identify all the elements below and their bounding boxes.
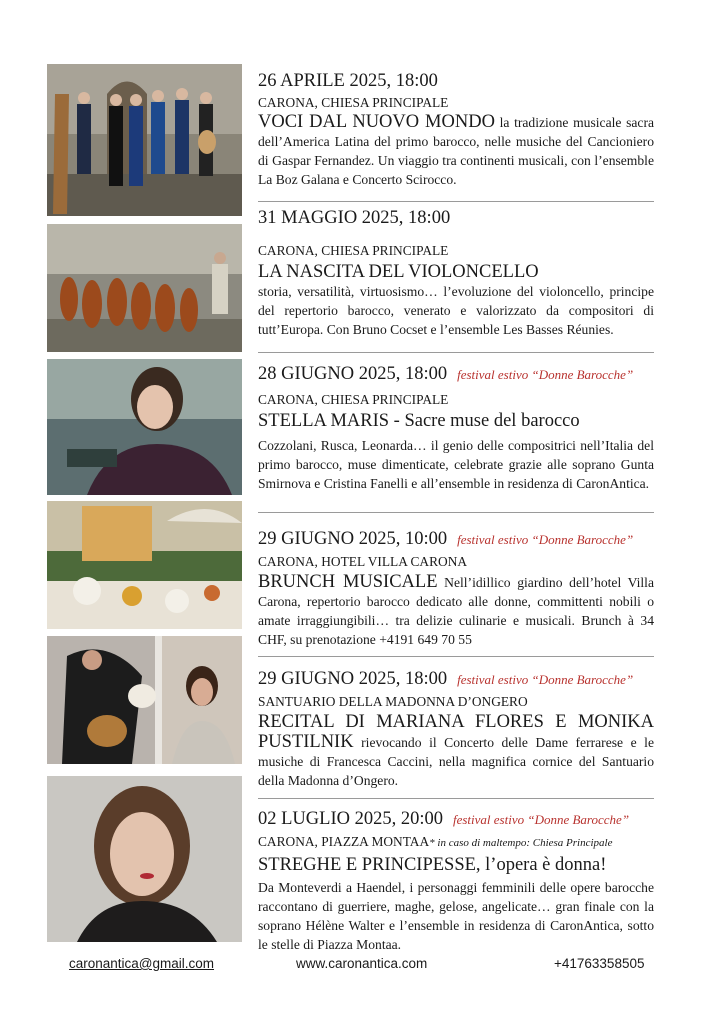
festival-label: festival estivo “Donne Barocche” — [457, 672, 634, 687]
event-description: Da Monteverdi a Haendel, i personaggi femminili delle opere barocche raccontano di guerriere, maghe, gelose, angelicate… gran finale con la soprano Hélène Walter e l’ensemble in residenza di CaronAntica, sotto le stelle di Piazza Montaa. — [258, 880, 654, 952]
event-venue: CARONA, CHIESA PRINCIPALE — [258, 392, 449, 407]
event-title: RECITAL DI MARIANA FLORES E MONIKA PUSTILNIK — [258, 712, 654, 752]
website-link[interactable]: www.caronantica.com — [296, 956, 428, 971]
event-description: storia, versatilità, virtuosismo… l’evoluzione del violoncello, principe del repertorio barocco, venerato e valorizzato da compositori di tutt’Europa. Con Bruno Cocset e l’ensemble Les Basses Réunies. — [258, 284, 654, 337]
event-date: 28 GIUGNO 2025, 18:00 festival estivo “Donne Barocche” — [258, 364, 634, 384]
event-photo-portrait — [47, 776, 242, 942]
event-venue: CARONA, CHIESA PRINCIPALE — [258, 95, 449, 110]
event-title: VOCI DAL NUOVO MONDO — [258, 112, 495, 132]
event-description: la tradizione musicale sacra dell’America Latina del primo barocco, nelle musiche del Cancioniero di Gaspar Fernandez. Un viaggio tra continenti musicali, con l’ensemble La Boz Galana e Concerto Scirocco. — [258, 115, 654, 187]
event-title: STELLA MARIS - Sacre muse del barocco — [258, 411, 580, 431]
event-description: Cozzolani, Rusca, Leonarda… il genio delle compositrici nell’Italia del primo barocco, muse dimenticate, celebrate grazie alle soprano Gunta Smirnova e Cristina Fanelli e all’ensemble in residenza di CaronAntica. — [258, 438, 654, 491]
phone-number[interactable]: +41763358505 — [554, 956, 645, 971]
event-photo-ensemble-church — [47, 64, 242, 216]
event-description: Nell’idillico giardino dell’hotel Villa Carona, repertorio barocco dedicato alle donne, committenti nobili o amate irraggiungibili… tra delizie culinarie e musicali. Brunch à 34 CHF, su prenotazione +4191 649 70 55 — [258, 575, 654, 647]
event-date: 29 GIUGNO 2025, 18:00 festival estivo “Donne Barocche” — [258, 669, 634, 689]
event-date: 02 LUGLIO 2025, 20:00 festival estivo “Donne Barocche” — [258, 809, 630, 829]
event-photo-soprano — [47, 359, 242, 495]
festival-label: festival estivo “Donne Barocche” — [457, 367, 634, 382]
divider — [258, 656, 654, 657]
event-photo-brunch-garden — [47, 501, 242, 629]
event-venue: CARONA, HOTEL VILLA CARONA — [258, 554, 468, 569]
event-body — [258, 712, 654, 790]
event-photo-musicians-lute — [47, 636, 242, 764]
event-title: BRUNCH MUSICALE — [258, 572, 438, 592]
event-photo-cellos — [47, 224, 242, 352]
event-venue: SANTUARIO DELLA MADONNA D’ONGERO — [258, 694, 528, 709]
event-description: rievocando il Concerto delle Dame ferrarese e le musiche di Francesca Caccini, nella magnifica cornice del Santuario della Madonna d’Ongero. — [258, 735, 654, 788]
event-body — [258, 572, 654, 649]
event-title: LA NASCITA DEL VIOLONCELLO — [258, 262, 539, 282]
event-date: 29 GIUGNO 2025, 10:00 festival estivo “Donne Barocche” — [258, 529, 634, 549]
venue-note: * in caso di maltempo: Chiesa Principale — [429, 837, 613, 849]
divider — [258, 352, 654, 353]
event-date: 31 MAGGIO 2025, 18:00 — [258, 208, 451, 228]
divider — [258, 201, 654, 202]
event-date: 26 APRILE 2025, 18:00 — [258, 71, 438, 91]
divider — [258, 512, 654, 513]
event-venue: CARONA, PIAZZA MONTAA* in caso di maltempo: Chiesa Principale — [258, 834, 613, 849]
event-title: STREGHE E PRINCIPESSE, l’opera è donna! — [258, 855, 607, 875]
event-body — [258, 112, 654, 189]
festival-label: festival estivo “Donne Barocche” — [452, 812, 630, 827]
event-venue: CARONA, CHIESA PRINCIPALE — [258, 243, 449, 258]
divider — [258, 798, 654, 799]
email-link[interactable]: caronantica@gmail.com — [69, 956, 215, 971]
festival-label: festival estivo “Donne Barocche” — [457, 532, 634, 547]
